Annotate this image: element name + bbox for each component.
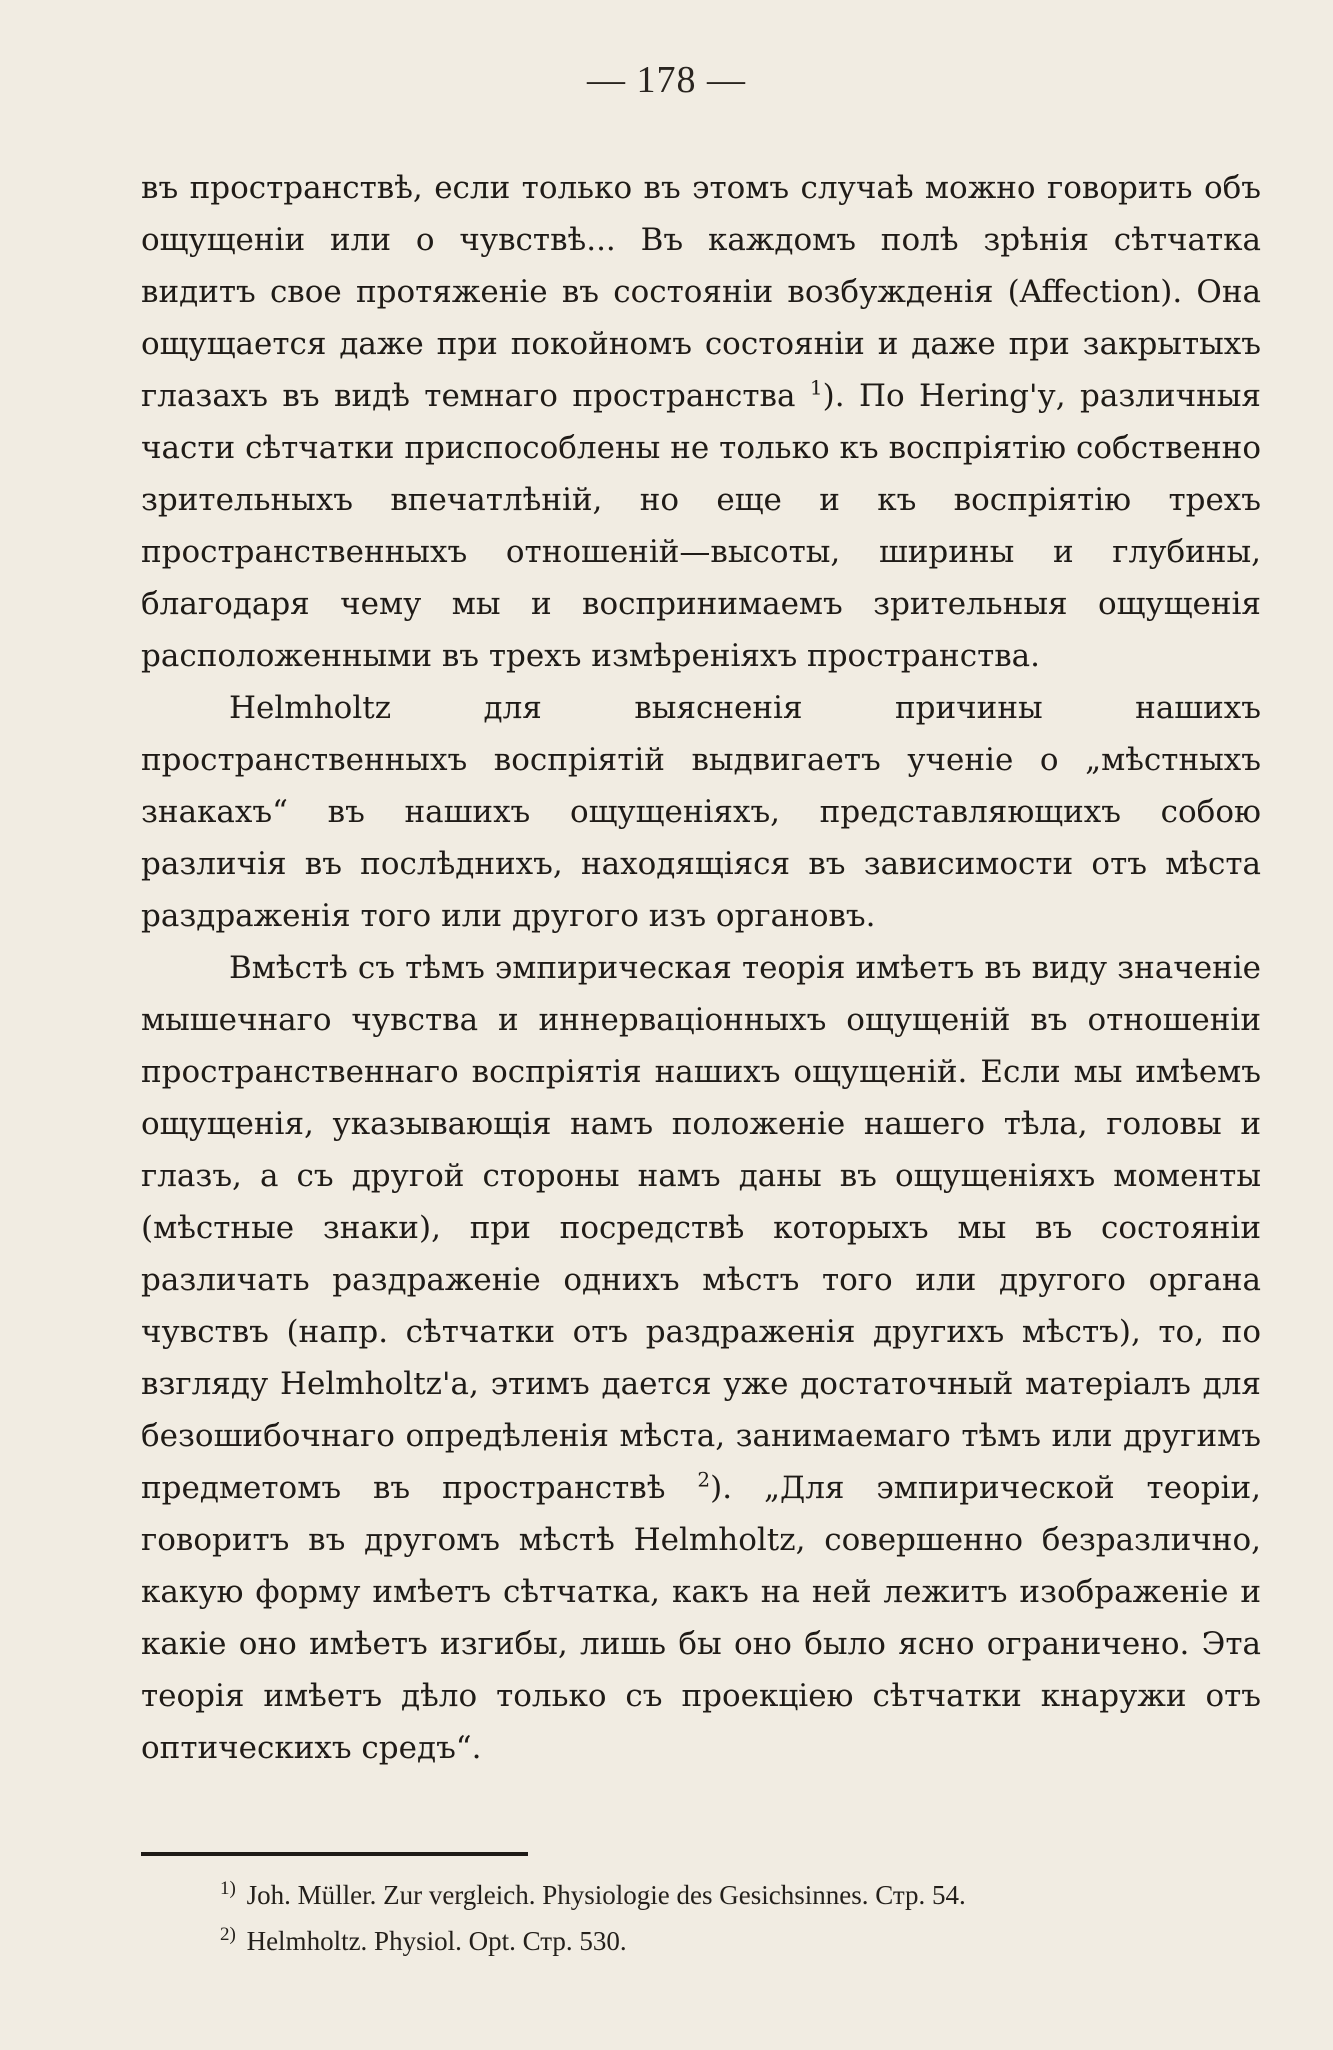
footnote-2 — [220, 1918, 1260, 1964]
paragraph-1-text-b: ). По Hering'у, различныя части сѣтчатки приспособлены не только къ воспріятію собственно зрительныхъ впечатлѣній, но еще и къ воспріятію трехъ пространственныхъ отношеній—высоты, ширины и глубины, благодаря чему мы и воспринимаемъ зрительныя ощущенія расположенными въ трехъ измѣреніяхъ пространства. — [141, 378, 1261, 674]
footnote-1-mark: 1) — [220, 1878, 236, 1899]
footnote-2-mark: 2) — [220, 1924, 236, 1945]
footnote-ref-1: 1 — [809, 375, 823, 400]
page-number: — 178 — — [587, 59, 746, 101]
paragraph-1-text-a: въ пространствѣ, если только въ этомъ случаѣ можно говорить объ ощущеніи или о чувствѣ... Въ каждомъ полѣ зрѣнія сѣтчатка видитъ свое протяженіе въ состояніи возбужденія (Affection). Она ощущается даже при покойномъ состояніи и даже при закрытыхъ глазахъ въ видѣ темнаго пространства — [141, 170, 1261, 414]
footnote-separator — [141, 1852, 528, 1856]
footnote-1 — [220, 1872, 1260, 1918]
paragraph-1 — [141, 162, 1261, 682]
main-text — [141, 162, 1261, 1774]
paragraph-2: Helmholtz для выясненія причины нашихъ пространственныхъ воспріятій выдвигаетъ ученіе о „мѣстныхъ знакахъ“ въ нашихъ ощущеніяхъ, представляющихъ собою различія въ послѣднихъ, находящіяся въ зависимости отъ мѣста раздраженія того или другого изъ органовъ. — [141, 690, 1261, 934]
footnote-ref-2: 2 — [697, 1467, 711, 1492]
footnote-2-text: Helmholtz. Physiol. Opt. Стр. 530. — [246, 1926, 627, 1956]
footnotes — [220, 1872, 1260, 1964]
footnote-1-text: Joh. Müller. Zur vergleich. Physiologie des Gesichsinnes. Стр. 54. — [246, 1880, 966, 1910]
paragraph-3 — [141, 942, 1261, 1774]
paragraph-3-text-a: Вмѣстѣ съ тѣмъ эмпирическая теорія имѣетъ въ виду значеніе мышечнаго чувства и иннерваціонныхъ ощущеній въ отношеніи пространственнаго воспріятія нашихъ ощущеній. Если мы имѣемъ ощущенія, указывающія намъ положеніе нашего тѣла, головы и глазъ, а съ другой стороны намъ даны въ ощущеніяхъ моменты (мѣстные знаки), при посредствѣ которыхъ мы въ состояніи различать раздраженіе однихъ мѣстъ того или другого органа чувствъ (напр. сѣтчатки отъ раздраженія другихъ мѣстъ), то, по взгляду Helmholtz'а, этимъ дается уже достаточный матеріалъ для безошибочнаго опредѣленія мѣста, занимаемаго тѣмъ или другимъ предметомъ въ пространствѣ — [141, 950, 1261, 1506]
paragraph-3-text-b: ). „Для эмпирической теоріи, говоритъ въ другомъ мѣстѣ Helmholtz, совершенно безразлично, какую форму имѣетъ сѣтчатка, какъ на ней лежитъ изображеніе и какіе оно имѣетъ изгибы, лишь бы оно было ясно ограничено. Эта теорія имѣетъ дѣло только съ проекціею сѣтчатки кнаружи отъ оптическихъ средъ“. — [141, 1470, 1261, 1766]
